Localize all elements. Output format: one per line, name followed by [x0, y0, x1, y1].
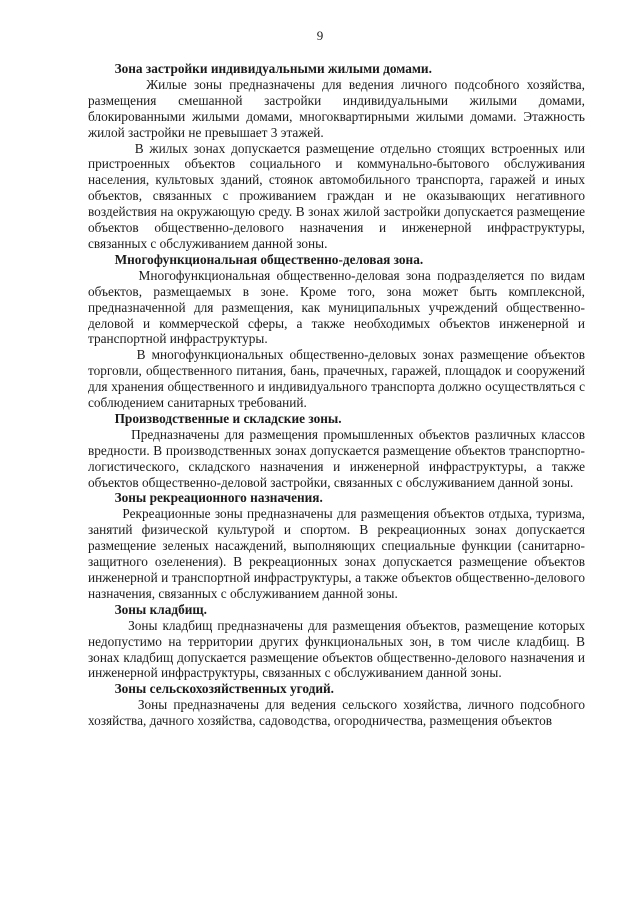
paragraph — [88, 427, 585, 491]
section-heading-text: Зоны кладбищ. — [114, 601, 207, 617]
paragraph — [88, 141, 585, 252]
section-residential-zone — [88, 61, 585, 252]
section-heading — [88, 490, 585, 506]
section-heading-text: Зоны рекреационного назначения. — [114, 490, 323, 506]
paragraph — [88, 697, 585, 729]
page-number: 9 — [316, 28, 324, 43]
paragraph-text: Зоны предназначены для ведения сельского хозяйства, личного подсобного хозяйства, дачного хозяйства, садоводства, огородничества, размещения объектов — [88, 697, 585, 729]
section-cemetery-zone — [88, 602, 585, 682]
section-industrial-zone — [88, 411, 585, 491]
paragraph-text: Рекреационные зоны предназначены для размещения объектов отдыха, туризма, занятий физической культурой и спортом. В рекреационных зонах допускается размещение зеленых насаждений, выполняющих специальные функции (санитарно-защитного озеленения). В рекреационных зонах допускается размещение объектов инженерной и транспортной инфраструктуры, а также объектов общественно-делового назначения, связанных с обслуживанием данной зоны. — [88, 506, 586, 601]
section-heading-text: Многофункциональная общественно-деловая зона. — [114, 251, 424, 267]
paragraph-text: В многофункциональных общественно-деловых зонах размещение объектов торговли, общественного питания, бань, прачечных, гаражей, площадок и сооружений для хранения общественного и индивидуального транспорта должно осуществляться с соблюдением санитарных требований. — [88, 347, 585, 411]
section-agricultural-zone — [88, 681, 585, 729]
section-business-zone — [88, 252, 585, 411]
section-heading — [88, 411, 585, 427]
section-heading — [88, 602, 585, 618]
section-heading-text: Зоны сельскохозяйственных угодий. — [114, 681, 334, 697]
paragraph-text: Многофункциональная общественно-деловая зона подразделяется по видам объектов, размещаемых в зоне. Кроме того, зона может быть комплексной, предназначенной для размещения, как муниципальных учреждений общественно-деловой и коммерческой сферы, а также необходимых объектов инженерной и транспортной инфраструктуры. — [88, 267, 586, 347]
page-content — [88, 61, 585, 729]
section-heading-text: Производственные и складские зоны. — [114, 410, 342, 426]
paragraph-text: Зоны кладбищ предназначены для размещения объектов, размещение которых недопустимо на территории других функциональных зон, в том числе кладбищ. В зонах кладбищ допускается размещение объектов общественно-делового назначения и инженерной инфраструктуры, связанных с обслуживанием данной зоны. — [88, 617, 586, 681]
paragraph — [88, 506, 585, 601]
paragraph — [88, 618, 585, 682]
paragraph-text: Предназначены для размещения промышленных объектов различных классов вредности. В производственных зонах допускается размещение объектов транспортно-логистического, складского назначения и инженерной инфраструктуры, а также объектов общественно-деловой застройки, связанных с обслуживанием данной зоны. — [88, 426, 586, 490]
paragraph — [88, 268, 585, 348]
paragraph — [88, 77, 585, 141]
paragraph — [88, 347, 585, 411]
paragraph-text: В жилых зонах допускается размещение отдельно стоящих встроенных или пристроенных объектов социального и коммунально-бытового обслуживания населения, культовых зданий, стоянок автомобильного транспорта, гаражей и иных объектов, связанных с проживанием граждан и не оказывающих негативного воздействия на окружающую среду. В зонах жилой застройки допускается размещение объектов общественно-делового назначения и инженерной инфраструктуры, связанных с обслуживанием данной зоны. — [88, 140, 585, 251]
section-heading — [88, 681, 585, 697]
section-heading — [88, 252, 585, 268]
paragraph-text: Жилые зоны предназначены для ведения личного подсобного хозяйства, размещения смешанной застройки индивидуальными жилыми домами, блокированными жилыми домами, многоквартирными жилыми домами. Этажность жилой застройки не превышает 3 этажей. — [88, 76, 586, 140]
section-recreation-zone — [88, 490, 585, 601]
section-heading — [88, 61, 585, 77]
section-heading-text: Зона застройки индивидуальными жилыми домами. — [114, 61, 432, 76]
